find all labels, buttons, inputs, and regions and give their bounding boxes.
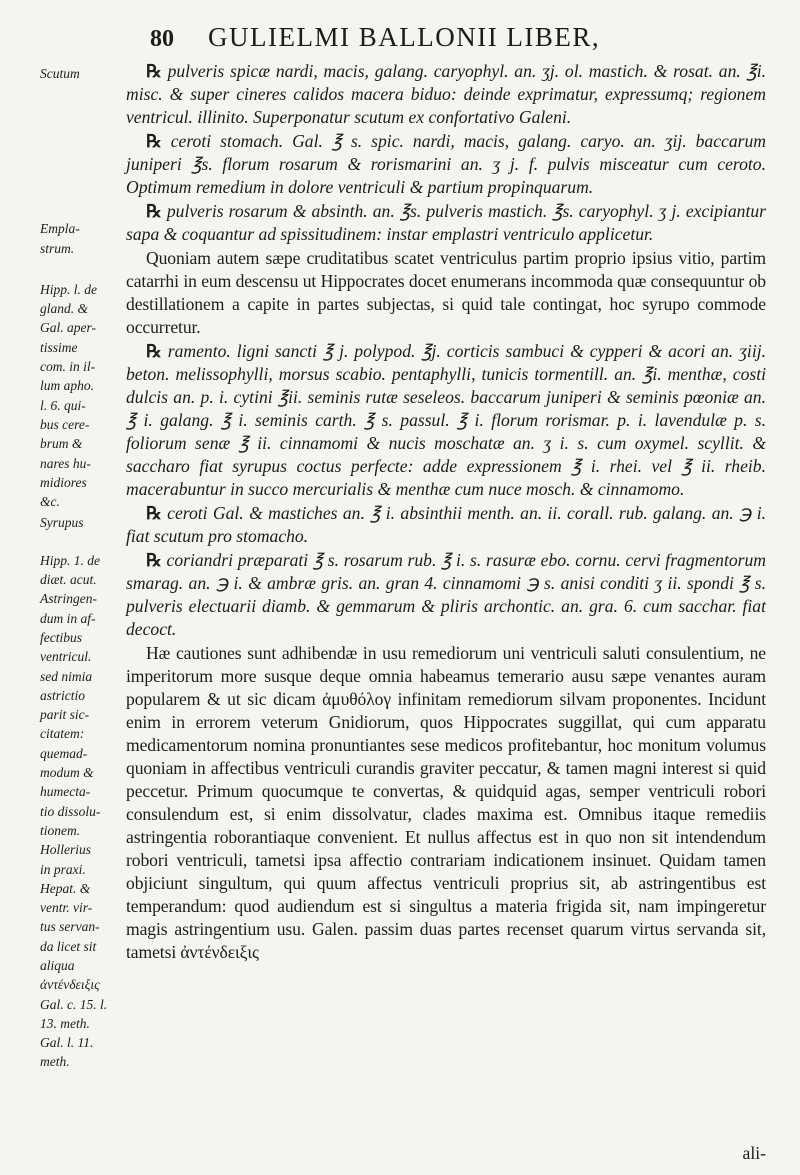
recipe-symbol: ℞ xyxy=(146,201,162,221)
recipe-paragraph xyxy=(126,502,766,548)
paragraph-text: pulveris rosarum & absinth. an. ℥s. pulveris mastich. ℥s. caryophyl. ʒ j. excipiantur sapa & coquantur ad spissitudinem: instar emplastri ventriculo applicetur. xyxy=(126,201,766,244)
recipe-paragraph xyxy=(126,130,766,199)
recipe-symbol: ℞ xyxy=(146,341,162,361)
prose-paragraph: Hæ cautiones sunt adhibendæ in usu remediorum uni ventriculi saluti consulentium, ne imperitorum more susque deque omnia habeamus temerario ausu sæpe venantes auram popularem & ut sic dicam ἀμυθόλογ infinitam remediorum silvam proponentes. Incidunt enim in errorem veterum Gnidiorum, quos Hippocrates suggillat, qui cum apparatu medicamentorum nomina pronuntiantes sese medicos profitebantur, hoc monitum volumus quoniam in affectibus ventriculi curandis graviter peccatur, & tamen magni interest si quid peccetur. Primum quocumque te convertas, & quidquid agas, semper ventriculi robori consulendum est, si enim dissolvatur, clades maxima est. Omnibus itaque remediis astringentia roborantiaque convenient. Et nullus affectus est in quo non sit intendendum robori ventriculi, tametsi ipsa affectio contrariam indicationem insinuet. Quidam tamen objiciunt singultum, qui quum affectus ventriculi proprius sit, ab astringentibus est temperandum: quod audiendum est si singultus a materia frigida sit, nam impingeretur magis astringentium usu. Galen. passim duas partes recenset quarum virtus servanda sit, tametsi ἀντένδειξις xyxy=(126,643,766,962)
prose-paragraph: Quoniam autem sæpe cruditatibus scatet ventriculus partim proprio ipsius vitio, partim catarrhi in eum descensu ut Hippocrates docet enumerans incommoda quæ consequuntur ob destillationem a capite in partes subjectas, si quid tale contingat, hoc syrupo commode occurretur. xyxy=(126,248,766,337)
catchword: ali- xyxy=(742,1143,766,1163)
paragraph-text: pulveris spicæ nardi, macis, galang. caryophyl. an. ʒj. ol. mastich. & rosat. an. ℥i. misc. & super cineres calidos macera biduo: deinde exprimatur, expressumq; regionem ventricul. illinito. Superponatur scutum ex confortativo Galeni. xyxy=(126,61,766,127)
paragraph-text: coriandri præparati ℥ s. rosarum rub. ℥ i. s. rasuræ ebo. cornu. cervi fragmentorum smarag. an. ℈ i. & ambræ gris. an. gran 4. cinnamomi ℈ s. anisi conditi ʒ ii. spondi ℥ s. pulveris electuarii diamb. & gemmarum & pliris archontic. an. gra. 6. cum sacchar. fiat decoct. xyxy=(126,550,766,639)
running-head: GULIELMI BALLONII LIBER, xyxy=(208,22,601,52)
recipe-paragraph xyxy=(126,60,766,129)
main-text xyxy=(126,60,766,1165)
paragraph-text: ceroti Gal. & mastiches an. ℥ i. absinthii menth. an. ii. corall. rub. galang. an. ℈ i. fiat scutum pro stomacho. xyxy=(126,503,766,546)
recipe-paragraph xyxy=(126,200,766,246)
paragraph-text: ceroti stomach. Gal. ℥ s. spic. nardi, macis, galang. caryo. an. ʒij. baccarum juniperi ℥s. florum rosarum & rorismarini an. ʒ j. f. pulvis misceatur cum ceroto. Optimum remedium in dolore ventriculi & partium propinquarum. xyxy=(126,131,766,197)
paragraph-text: ramento. ligni sancti ℥ j. polypod. ℥j. corticis sambuci & cypperi & acori an. ʒiij. beton. melissophylli, morsus scabio. pentaphylli, tunicis tormentill. an. ℥i. menthæ, costi dulcis an. p. i. cytini ℥ii. seminis rutæ seseleos. baccarum juniperi & seminis pœoniæ an. ℥ i. galang. ℥ i. seminis carth. ℥ s. passul. ℥ i. florum rorismar. p. i. lavendulæ p. s. foliorum senæ ℥ ii. cinnamomi & nucis moschatæ an. ʒ i. s. cum oxymel. scyllit. & saccharo fiat syrupus coctus perfecte: adde expressionem ℥ i. rhei. vel ℥ ii. rheib. macerabuntur in succo mercurialis & menthæ cum nuce mosch. & cinnamomo. xyxy=(126,341,766,499)
page-header xyxy=(150,22,660,56)
margin-note-emplastrum: Empla- strum. xyxy=(40,221,80,256)
recipe-paragraph xyxy=(126,340,766,501)
margin-note-hippocrates-gland: Hipp. l. de gland. & Gal. aper- tissime com. in il- lum apho. l. 6. qui- bus cere- brum & nares hu- midiores &c. xyxy=(40,281,97,510)
page-number: 80 xyxy=(150,26,174,52)
recipe-symbol: ℞ xyxy=(146,550,162,570)
margin-note-scutum: Scutum xyxy=(40,66,80,81)
margin-note-hippocrates-diaet: Hipp. 1. de diæt. acut. Astringen- dum in af- fectibus ventricul. sed nimia astrictio parit sic- citatem: quemad- modum & humecta- tio dissolu- tionem. Hollerius in praxi. Hepat. & ventr. vir- tus servan- da licet sit aliqua ἀντένδειξις Gal. c. 15. l. 13. meth. Gal. l. 11. meth. xyxy=(40,552,108,1070)
recipe-symbol: ℞ xyxy=(146,503,162,523)
recipe-symbol: ℞ xyxy=(146,131,162,151)
recipe-symbol: ℞ xyxy=(146,61,162,81)
margin-notes xyxy=(40,64,126,1155)
recipe-paragraph xyxy=(126,549,766,641)
margin-note-syrupus: Syrupus xyxy=(40,515,84,531)
